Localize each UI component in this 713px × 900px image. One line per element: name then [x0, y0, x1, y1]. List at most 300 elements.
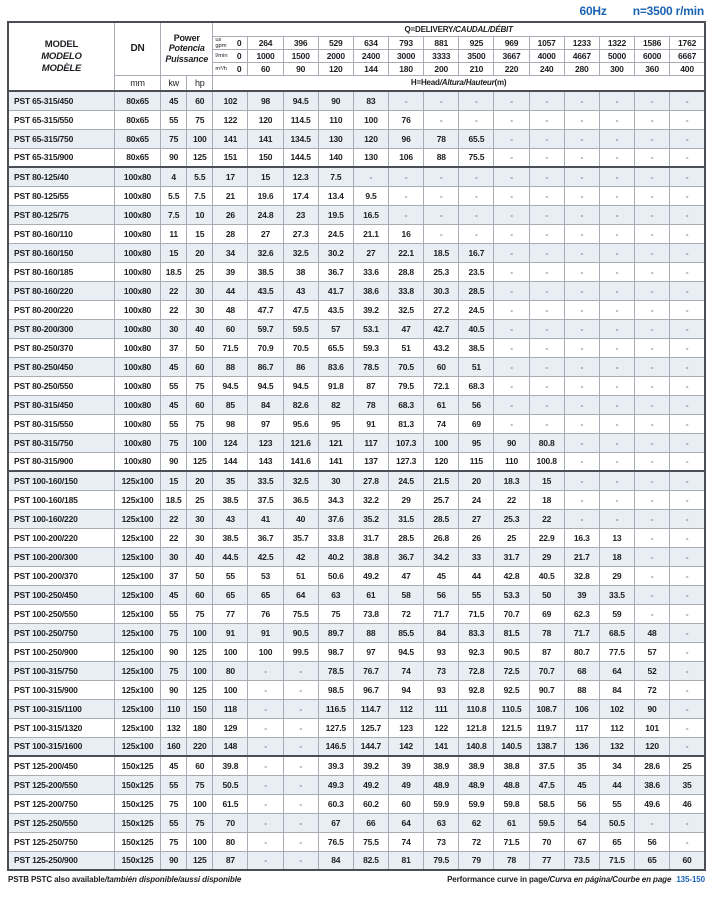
- head-cell: 34: [213, 243, 248, 262]
- table-row: [8, 300, 705, 319]
- kw-cell: 30: [161, 319, 187, 338]
- model-cell: PST 80-125/75: [8, 205, 114, 224]
- head-cell: -: [529, 338, 564, 357]
- head-cell: -: [599, 414, 634, 433]
- dn-cell: 100x80: [114, 167, 160, 186]
- head-cell: 57: [318, 319, 353, 338]
- flow-value: 4667: [564, 49, 599, 62]
- flow-value: 2000: [318, 49, 353, 62]
- head-cell: 33.6: [353, 262, 388, 281]
- head-cell: 110: [318, 110, 353, 129]
- head-cell: 72.8: [459, 661, 494, 680]
- head-cell: 94: [389, 680, 424, 699]
- head-cell: 88: [353, 623, 388, 642]
- head-cell: -: [599, 91, 634, 110]
- head-cell: 121.5: [494, 718, 529, 737]
- kw-cell: 22: [161, 281, 187, 300]
- head-cell: 41: [248, 509, 283, 528]
- head-cell: -: [564, 110, 599, 129]
- table-row: [8, 832, 705, 851]
- head-cell: 80.8: [529, 433, 564, 452]
- model-cell: PST 80-250/370: [8, 338, 114, 357]
- table-row: [8, 756, 705, 775]
- head-cell: 51: [459, 357, 494, 376]
- flow-value: 60: [248, 62, 283, 75]
- head-cell: -: [599, 129, 634, 148]
- head-cell: 70.5: [389, 357, 424, 376]
- table-row: [8, 148, 705, 167]
- head-cell: 73: [424, 832, 459, 851]
- head-cell: 63: [318, 585, 353, 604]
- dn-cell: 100x80: [114, 319, 160, 338]
- head-cell: 75.5: [353, 832, 388, 851]
- head-cell: -: [670, 528, 705, 547]
- dn-cell: 100x80: [114, 300, 160, 319]
- flow-value: 1000: [248, 49, 283, 62]
- head-cell: -: [635, 471, 670, 490]
- head-cell: -: [494, 91, 529, 110]
- head-cell: 73.8: [353, 604, 388, 623]
- dn-cell: 100x80: [114, 281, 160, 300]
- head-cell: 66: [353, 813, 388, 832]
- head-cell: 39: [213, 262, 248, 281]
- dn-cell: 100x80: [114, 205, 160, 224]
- kw-cell: 15: [161, 471, 187, 490]
- head-cell: 65.5: [318, 338, 353, 357]
- head-cell: -: [389, 91, 424, 110]
- kw-cell: 75: [161, 129, 187, 148]
- hp-cell: 7.5: [187, 186, 213, 205]
- head-cell: -: [635, 604, 670, 623]
- kw-cell: 55: [161, 813, 187, 832]
- table-row: [8, 186, 705, 205]
- head-cell: 28.6: [635, 756, 670, 775]
- dn-cell: 100x80: [114, 357, 160, 376]
- head-cell: -: [599, 357, 634, 376]
- flow-value: 634: [353, 36, 388, 49]
- head-cell: 65: [599, 832, 634, 851]
- head-cell: -: [248, 661, 283, 680]
- kw-cell: 15: [161, 243, 187, 262]
- m3h-unit-label: m³/h: [215, 65, 227, 72]
- head-cell: 98.5: [318, 680, 353, 699]
- head-cell: 32.5: [283, 243, 318, 262]
- head-cell: 91: [213, 623, 248, 642]
- head-cell: 117: [564, 718, 599, 737]
- head-cell: 37.6: [318, 509, 353, 528]
- head-cell: -: [248, 851, 283, 870]
- head-cell: 97: [353, 642, 388, 661]
- kw-cell: 45: [161, 91, 187, 110]
- dn-cell: 100x80: [114, 338, 160, 357]
- dn-cell: 125x100: [114, 528, 160, 547]
- dn-cell: 125x100: [114, 661, 160, 680]
- head-cell: 21.1: [353, 224, 388, 243]
- head-cell: 100: [424, 433, 459, 452]
- head-cell: -: [283, 794, 318, 813]
- head-cell: 28.5: [389, 528, 424, 547]
- dn-cell: 100x80: [114, 186, 160, 205]
- model-cell: PST 100-250/750: [8, 623, 114, 642]
- head-cell: 44.5: [213, 547, 248, 566]
- kw-cell: 18.5: [161, 490, 187, 509]
- head-cell: 123: [248, 433, 283, 452]
- head-cell: -: [670, 357, 705, 376]
- head-cell: -: [670, 129, 705, 148]
- head-cell: 70.5: [283, 338, 318, 357]
- head-cell: 24: [459, 490, 494, 509]
- head-cell: 89.7: [318, 623, 353, 642]
- head-cell: 76.7: [353, 661, 388, 680]
- head-cell: -: [529, 395, 564, 414]
- head-cell: -: [283, 699, 318, 718]
- head-cell: 29: [599, 566, 634, 585]
- head-cell: 55: [213, 566, 248, 585]
- head-cell: -: [670, 737, 705, 756]
- model-cell: PST 100-250/550: [8, 604, 114, 623]
- model-cell: PST 125-200/550: [8, 775, 114, 794]
- head-cell: 77: [529, 851, 564, 870]
- head-cell: -: [494, 243, 529, 262]
- kw-cell: 110: [161, 699, 187, 718]
- dn-cell: 100x80: [114, 376, 160, 395]
- hp-cell: 100: [187, 832, 213, 851]
- head-cell: -: [494, 338, 529, 357]
- head-cell: 68.3: [459, 376, 494, 395]
- dn-cell: 150x125: [114, 813, 160, 832]
- head-cell: 40.2: [318, 547, 353, 566]
- head-cell: 88: [424, 148, 459, 167]
- head-cell: -: [635, 129, 670, 148]
- head-cell: -: [635, 414, 670, 433]
- head-cell: 13: [599, 528, 634, 547]
- head-cell: 70.7: [494, 604, 529, 623]
- head-cell: 60: [213, 319, 248, 338]
- head-cell: -: [248, 699, 283, 718]
- head-cell: 65: [213, 585, 248, 604]
- dn-cell: 125x100: [114, 604, 160, 623]
- head-cell: 141: [248, 129, 283, 148]
- head-cell: 59: [599, 604, 634, 623]
- dn-cell: 150x125: [114, 756, 160, 775]
- head-cell: 25.3: [424, 262, 459, 281]
- head-cell: -: [564, 262, 599, 281]
- head-cell: -: [529, 281, 564, 300]
- head-cell: -: [283, 813, 318, 832]
- head-cell: -: [459, 167, 494, 186]
- hp-cell: 60: [187, 395, 213, 414]
- model-cell: PST 65-315/550: [8, 110, 114, 129]
- head-cell: 90: [318, 91, 353, 110]
- head-cell: 26.8: [424, 528, 459, 547]
- hp-cell: 180: [187, 718, 213, 737]
- flow-value: 264: [248, 36, 283, 49]
- lmin-unit-label: l/min: [215, 52, 228, 59]
- head-cell: 38.6: [635, 775, 670, 794]
- head-cell: 30: [318, 471, 353, 490]
- head-cell: 22.9: [529, 528, 564, 547]
- model-cell: PST 100-200/300: [8, 547, 114, 566]
- head-cell: 73: [424, 661, 459, 680]
- hp-cell: 125: [187, 680, 213, 699]
- dn-cell: 100x80: [114, 414, 160, 433]
- head-cell: 59.8: [494, 794, 529, 813]
- head-cell: -: [529, 167, 564, 186]
- model-cell: PST 100-200/370: [8, 566, 114, 585]
- head-cell: -: [494, 224, 529, 243]
- head-cell: 43.5: [248, 281, 283, 300]
- head-cell: 37.5: [248, 490, 283, 509]
- head-cell: 102: [599, 699, 634, 718]
- head-cell: 77: [213, 604, 248, 623]
- head-cell: -: [599, 452, 634, 471]
- head-cell: -: [670, 167, 705, 186]
- table-row: [8, 699, 705, 718]
- head-cell: -: [635, 224, 670, 243]
- head-cell: 127.3: [389, 452, 424, 471]
- head-cell: 96: [389, 129, 424, 148]
- gpm-unit-label: us gpm: [215, 36, 227, 49]
- head-cell: 45: [564, 775, 599, 794]
- kw-cell: 4: [161, 167, 187, 186]
- head-cell: 17.4: [283, 186, 318, 205]
- head-cell: 98: [213, 414, 248, 433]
- head-cell: -: [670, 338, 705, 357]
- head-cell: -: [564, 471, 599, 490]
- head-cell: 48.9: [459, 775, 494, 794]
- flow-value: 3500: [459, 49, 494, 62]
- head-cell: 88: [213, 357, 248, 376]
- hp-cell: 5.5: [187, 167, 213, 186]
- head-cell: 120: [248, 110, 283, 129]
- model-cell: PST 80-160/150: [8, 243, 114, 262]
- head-cell: 94.5: [283, 376, 318, 395]
- hp-cell: 100: [187, 129, 213, 148]
- table-row: [8, 642, 705, 661]
- table-row: [8, 851, 705, 870]
- table-row: [8, 243, 705, 262]
- head-cell: 65: [635, 851, 670, 870]
- head-cell: 94.5: [213, 376, 248, 395]
- head-cell: 114.7: [353, 699, 388, 718]
- head-cell: -: [494, 300, 529, 319]
- model-cell: PST 125-250/750: [8, 832, 114, 851]
- head-cell: -: [670, 832, 705, 851]
- head-cell: 140.8: [459, 737, 494, 756]
- head-cell: 43: [213, 509, 248, 528]
- model-cell: PST 125-250/900: [8, 851, 114, 870]
- head-cell: -: [670, 110, 705, 129]
- head-cell: 75.5: [459, 148, 494, 167]
- head-cell: -: [599, 471, 634, 490]
- head-cell: 91.8: [318, 376, 353, 395]
- kw-unit-label: kw: [161, 75, 187, 91]
- table-row: [8, 547, 705, 566]
- head-cell: 55: [599, 794, 634, 813]
- hp-cell: 40: [187, 547, 213, 566]
- model-cell: PST 65-315/900: [8, 148, 114, 167]
- model-cell: PST 80-160/185: [8, 262, 114, 281]
- head-cell: 26: [213, 205, 248, 224]
- head-cell: 9.5: [353, 186, 388, 205]
- head-cell: -: [494, 319, 529, 338]
- head-cell: 38.8: [494, 756, 529, 775]
- head-cell: 29: [529, 547, 564, 566]
- head-cell: -: [670, 376, 705, 395]
- table-row: [8, 281, 705, 300]
- head-cell: -: [670, 566, 705, 585]
- head-cell: -: [248, 680, 283, 699]
- head-cell: 80.7: [564, 642, 599, 661]
- table-row: [8, 338, 705, 357]
- head-cell: -: [283, 832, 318, 851]
- head-cell: 84: [424, 623, 459, 642]
- head-cell: 56: [459, 395, 494, 414]
- kw-cell: 11: [161, 224, 187, 243]
- dn-cell: 125x100: [114, 585, 160, 604]
- head-cell: -: [494, 110, 529, 129]
- head-cell: -: [494, 414, 529, 433]
- head-cell: 78.5: [353, 357, 388, 376]
- head-cell: 115: [459, 452, 494, 471]
- head-cell: 59.5: [283, 319, 318, 338]
- kw-cell: 37: [161, 338, 187, 357]
- head-cell: 125.7: [353, 718, 388, 737]
- head-cell: -: [389, 167, 424, 186]
- head-cell: -: [599, 509, 634, 528]
- head-cell: 42.7: [424, 319, 459, 338]
- hp-cell: 30: [187, 281, 213, 300]
- footer: [7, 871, 706, 884]
- head-cell: 25.3: [494, 509, 529, 528]
- head-cell: 94.5: [248, 376, 283, 395]
- head-cell: 44: [459, 566, 494, 585]
- head-cell: -: [670, 281, 705, 300]
- head-cell: 80: [213, 832, 248, 851]
- head-cell: -: [670, 205, 705, 224]
- head-cell: -: [599, 243, 634, 262]
- flow-value: 3333: [424, 49, 459, 62]
- head-cell: 71.5: [459, 604, 494, 623]
- head-cell: -: [248, 775, 283, 794]
- head-cell: 90: [635, 699, 670, 718]
- flow-value: 925: [459, 36, 494, 49]
- flow-value: 180: [389, 62, 424, 75]
- head-cell: 38.6: [353, 281, 388, 300]
- head-cell: 70.9: [248, 338, 283, 357]
- flow-value: 529: [318, 36, 353, 49]
- dn-unit-label: mm: [114, 75, 160, 91]
- dn-cell: 125x100: [114, 547, 160, 566]
- head-cell: -: [635, 566, 670, 585]
- head-cell: -: [283, 680, 318, 699]
- head-cell: 28.5: [424, 509, 459, 528]
- m3h-unit-cell: m³/h 0: [213, 62, 248, 75]
- head-cell: 13.4: [318, 186, 353, 205]
- head-cell: 25: [494, 528, 529, 547]
- head-cell: 93: [424, 680, 459, 699]
- head-cell: -: [670, 813, 705, 832]
- head-cell: -: [599, 110, 634, 129]
- head-cell: -: [424, 205, 459, 224]
- kw-cell: 30: [161, 547, 187, 566]
- head-cell: 85.5: [389, 623, 424, 642]
- head-cell: 31.5: [389, 509, 424, 528]
- head-cell: 77.5: [599, 642, 634, 661]
- model-cell: PST 80-250/550: [8, 376, 114, 395]
- kw-cell: 55: [161, 604, 187, 623]
- head-cell: -: [248, 756, 283, 775]
- head-cell: 132: [599, 737, 634, 756]
- head-cell: 38.5: [213, 528, 248, 547]
- hp-cell: 75: [187, 813, 213, 832]
- dn-cell: 150x125: [114, 851, 160, 870]
- head-cell: 100: [213, 680, 248, 699]
- head-cell: 85: [213, 395, 248, 414]
- table-row: [8, 395, 705, 414]
- head-cell: 118: [213, 699, 248, 718]
- hp-cell: 20: [187, 471, 213, 490]
- head-cell: -: [635, 338, 670, 357]
- head-cell: 91: [248, 623, 283, 642]
- head-cell: 95.6: [283, 414, 318, 433]
- curve-page-note: Performance curve in page/Curva en página/Courbe en page 135-150: [447, 875, 705, 885]
- head-cell: -: [599, 148, 634, 167]
- head-cell: -: [389, 186, 424, 205]
- head-cell: -: [599, 205, 634, 224]
- table-row: [8, 224, 705, 243]
- head-cell: 69: [459, 414, 494, 433]
- head-cell: 33: [459, 547, 494, 566]
- head-cell: 106: [389, 148, 424, 167]
- head-cell: -: [635, 319, 670, 338]
- head-cell: 62: [459, 813, 494, 832]
- head-cell: 51: [283, 566, 318, 585]
- hp-cell: 125: [187, 452, 213, 471]
- flow-value: 5000: [599, 49, 634, 62]
- head-cell: 18.5: [424, 243, 459, 262]
- head-cell: -: [529, 205, 564, 224]
- head-cell: 35: [213, 471, 248, 490]
- page-range: 135-150: [676, 875, 705, 885]
- model-column-header: [8, 22, 114, 91]
- head-cell: 50: [529, 585, 564, 604]
- hp-cell: 100: [187, 623, 213, 642]
- head-cell: 39.2: [353, 756, 388, 775]
- head-cell: -: [670, 547, 705, 566]
- table-row: [8, 129, 705, 148]
- head-cell: 27: [248, 224, 283, 243]
- kw-cell: 90: [161, 851, 187, 870]
- head-cell: 98.7: [318, 642, 353, 661]
- head-cell: 144: [213, 452, 248, 471]
- head-cell: 31.7: [353, 528, 388, 547]
- head-cell: -: [529, 224, 564, 243]
- table-row: [8, 167, 705, 186]
- head-cell: 40.5: [529, 566, 564, 585]
- model-cell: PST 100-160/150: [8, 471, 114, 490]
- head-cell: 75: [318, 604, 353, 623]
- head-cell: 127.5: [318, 718, 353, 737]
- head-cell: -: [248, 832, 283, 851]
- head-cell: 20: [459, 471, 494, 490]
- head-cell: 35: [670, 775, 705, 794]
- delivery-title: Q=DELIVERY/CAUDAL/DÉBIT: [213, 22, 705, 36]
- head-cell: 92.5: [494, 680, 529, 699]
- kw-cell: 22: [161, 509, 187, 528]
- hp-cell: 40: [187, 319, 213, 338]
- gpm-unit-cell: us gpm 0: [213, 36, 248, 49]
